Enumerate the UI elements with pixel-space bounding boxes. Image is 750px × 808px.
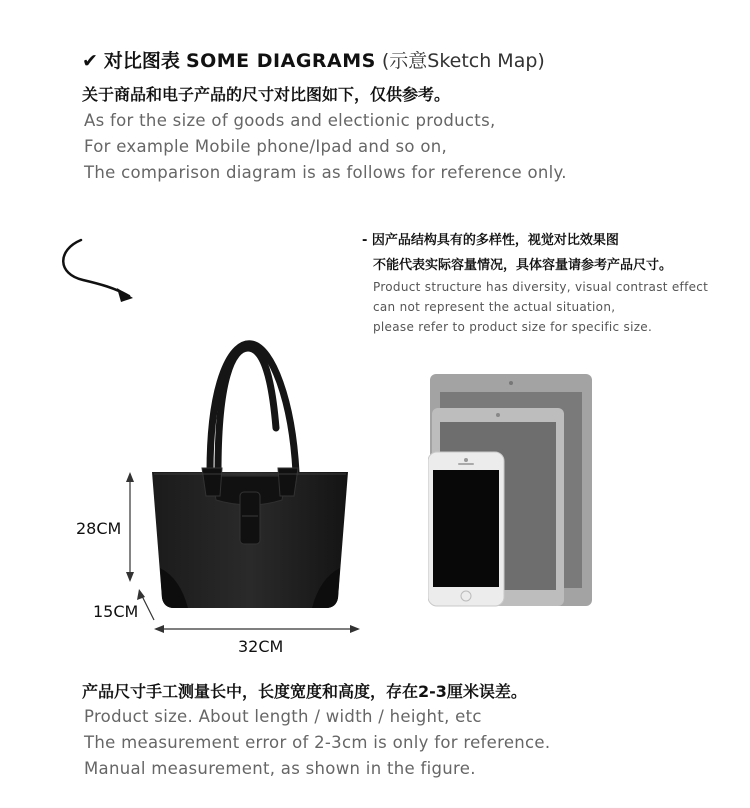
intro-en-line-1: As for the size of goods and electionic products, [84,111,496,130]
checkmark-icon: ✔ [82,50,98,72]
note-en-line-3: please refer to product size for specific size. [373,320,653,334]
dimension-height-label: 28CM [76,519,122,538]
dimension-width-label: 32CM [238,637,284,656]
note-cn-line-2: 不能代表实际容量情况，具体容量请参考产品尺寸。 [373,258,673,273]
note-cn-line-1: - 因产品结构具有的多样性，视觉对比效果图 [362,233,619,248]
intro-en-line-2: For example Mobile phone/Ipad and so on, [84,137,448,156]
device-comparison-image [428,374,594,608]
dimension-lines [120,470,370,640]
heading-subtitle: (示意Sketch Map) [381,50,545,72]
note-en-line-2: can not represent the actual situation, [373,300,616,314]
note-en-line-1: Product structure has diversity, visual contrast effect [373,280,709,294]
footer-en-line-2: The measurement error of 2-3cm is only for reference. [84,733,551,752]
section-heading [82,46,545,73]
intro-cn: 关于商品和电子产品的尺寸对比图如下，仅供参考。 [82,85,451,104]
dimension-depth-label: 15CM [93,602,139,621]
heading-title-cn: 对比图表 [103,50,180,72]
curved-arrow-icon [55,232,145,307]
heading-title-en: SOME DIAGRAMS [185,50,376,72]
footer-en-line-3: Manual measurement, as shown in the figure. [84,759,476,778]
footer-cn: 产品尺寸手工测量长中，长度宽度和高度，存在2-3厘米误差。 [82,682,527,701]
intro-en-line-3: The comparison diagram is as follows for reference only. [84,163,567,182]
footer-en-line-1: Product size. About length / width / height, etc [84,707,482,726]
